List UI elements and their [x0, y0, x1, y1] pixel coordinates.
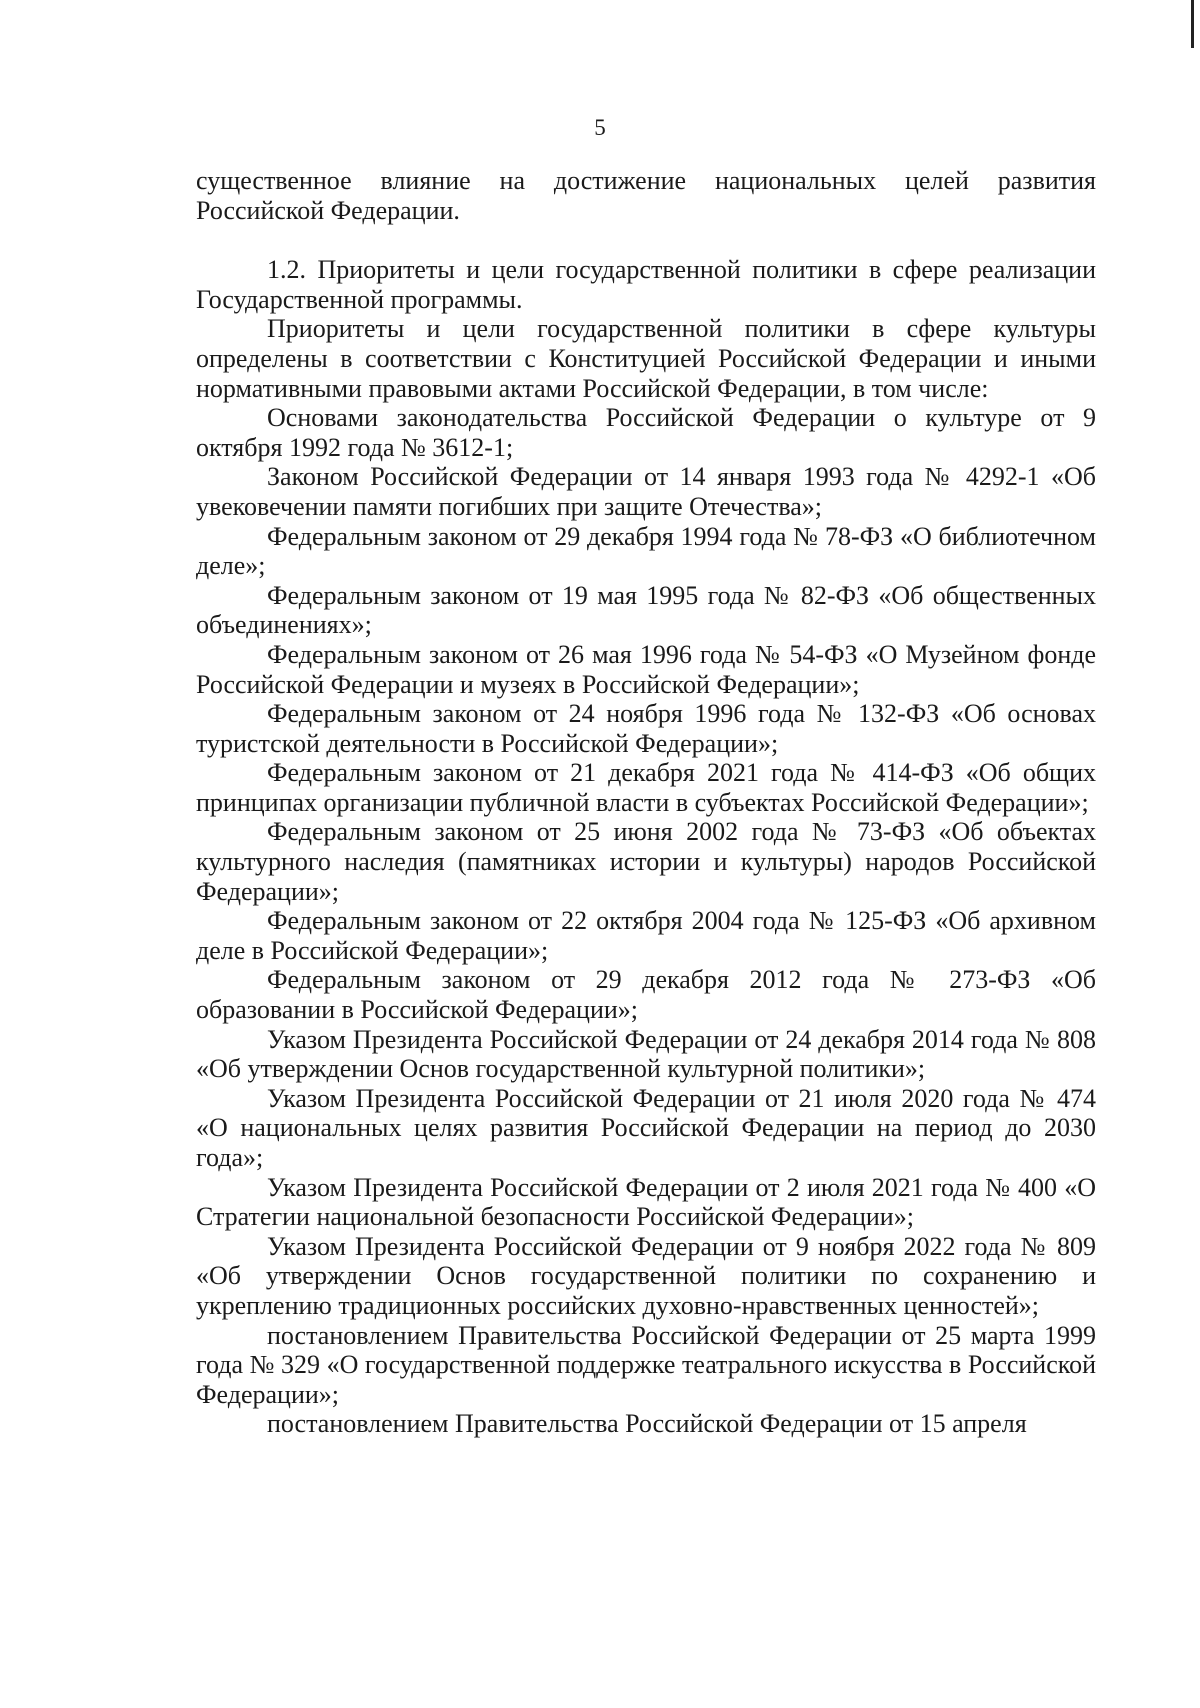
- document-body: [196, 166, 1096, 1439]
- list-item-legal-act: Федеральным законом от 19 мая 1995 года № 82-ФЗ «Об общественных объединениях»;: [196, 580, 1096, 640]
- list-item-legal-act: Федеральным законом от 26 мая 1996 года № 54-ФЗ «О Музейном фонде Российской Федерации и музеях в Российской Федерации»;: [196, 639, 1096, 699]
- list-item-legal-act: Указом Президента Российской Федерации от 9 ноября 2022 года № 809 «Об утверждении Основ государственной политики по сохранению и укреплению традиционных российских духовно-нравственных ценностей»;: [196, 1231, 1096, 1320]
- list-item-legal-act: Указом Президента Российской Федерации от 24 декабря 2014 года № 808 «Об утверждении Основ государственной культурной политики»;: [196, 1024, 1096, 1084]
- list-item-legal-act: Федеральным законом от 25 июня 2002 года № 73-ФЗ «Об объектах культурного наследия (памятниках истории и культуры) народов Российской Федерации»;: [196, 817, 1096, 906]
- paragraph-priorities: Приоритеты и цели государственной политики в сфере культуры определены в соответствии с Конституцией Российской Федерации и иными нормативными правовыми актами Российской Федерации, в том числе:: [196, 314, 1096, 403]
- page-number: 5: [594, 115, 606, 140]
- list-item-legal-act: Указом Президента Российской Федерации от 21 июля 2020 года № 474 «О национальных целях развития Российской Федерации на период до 2030 года»;: [196, 1083, 1096, 1172]
- list-item-legal-act: Законом Российской Федерации от 14 января 1993 года № 4292-1 «Об увековечении памяти погибших при защите Отечества»;: [196, 462, 1096, 521]
- list-item-legal-act: Федеральным законом от 29 декабря 2012 года № 273-ФЗ «Об образовании в Российской Федерации»;: [196, 965, 1096, 1025]
- paragraph-continuation: существенное влияние на достижение национальных целей развития Российской Федерации.: [196, 166, 1096, 225]
- scan-margin-mark: [1191, 0, 1194, 48]
- list-item-legal-act: постановлением Правительства Российской Федерации от 25 марта 1999 года № 329 «О государственной поддержке театрального искусства в Российской Федерации»;: [196, 1320, 1096, 1409]
- list-item-legal-act: Основами законодательства Российской Федерации о культуре от 9 октября 1992 года № 3612-1;: [196, 403, 1096, 462]
- list-item-legal-act: Федеральным законом от 29 декабря 1994 года № 78-ФЗ «О библиотечном деле»;: [196, 521, 1096, 581]
- list-item-legal-act: Указом Президента Российской Федерации от 2 июля 2021 года № 400 «О Стратегии национальной безопасности Российской Федерации»;: [196, 1172, 1096, 1232]
- list-item-legal-act-truncated: постановлением Правительства Российской Федерации от 15 апреля: [267, 1409, 1027, 1439]
- list-item-legal-act: Федеральным законом от 22 октября 2004 года № 125-ФЗ «Об архивном деле в Российской Федерации»;: [196, 906, 1096, 965]
- list-item-legal-act: Федеральным законом от 21 декабря 2021 года № 414-ФЗ «Об общих принципах организации публичной власти в субъектах Российской Федерации»;: [196, 758, 1096, 817]
- list-item-legal-act: Федеральным законом от 24 ноября 1996 года № 132-ФЗ «Об основах туристской деятельности в Российской Федерации»;: [196, 699, 1096, 758]
- section-heading-1-2: 1.2. Приоритеты и цели государственной политики в сфере реализации Государственной программы.: [196, 255, 1096, 314]
